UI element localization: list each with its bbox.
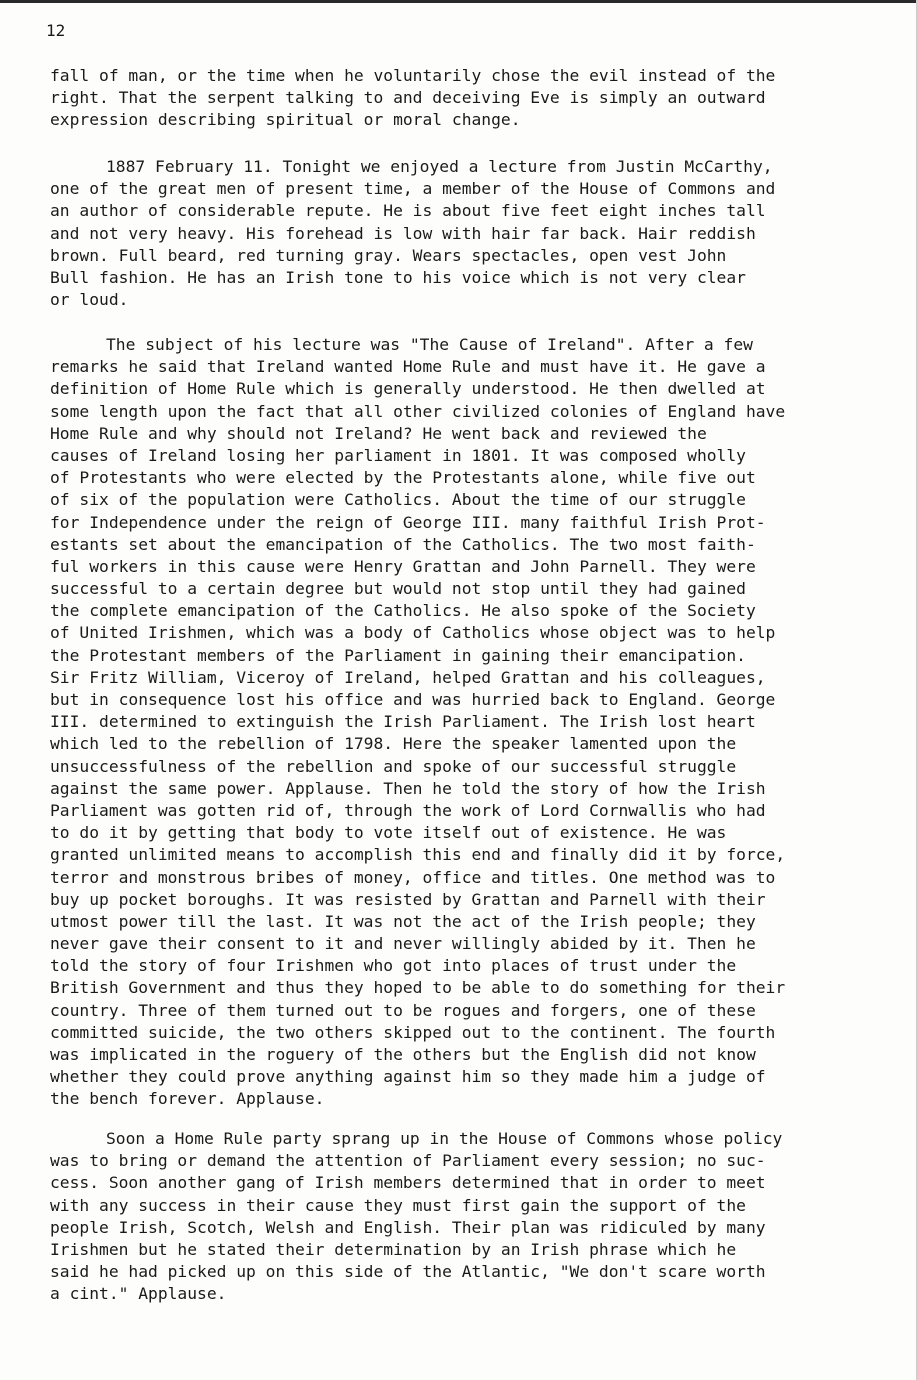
text-line: utmost power till the last. It was not the act of the Irish people; they: [50, 911, 756, 931]
text-line: with any success in their cause they must first gain the support of the: [50, 1195, 746, 1215]
paragraph-3: [50, 334, 890, 1111]
text-line: but in consequence lost his office and was hurried back to England. George: [50, 690, 776, 709]
text-line: Parliament was gotten rid of, through the work of Lord Cornwallis who had: [50, 800, 766, 820]
text-line: ful workers in this cause were Henry Grattan and John Parnell. They were: [50, 556, 756, 576]
text-line: 1887 February 11. Tonight we enjoyed a lecture from Justin McCarthy,: [106, 157, 773, 176]
paragraph-1: [50, 65, 890, 132]
text-line: to do it by getting that body to vote itself out of existence. He was: [50, 823, 727, 843]
text-line: remarks he said that Ireland wanted Home Rule and must have it. He gave a: [50, 357, 766, 377]
text-line: buy up pocket boroughs. It was resisted by Grattan and Parnell with their: [50, 889, 766, 909]
text-line: the Protestant members of the Parliament in gaining their emancipation.: [50, 645, 746, 665]
text-line: of six of the population were Catholics. About the time of our struggle: [50, 490, 746, 510]
text-line: whether they could prove anything against him so they made him a judge of: [50, 1067, 766, 1087]
text-line: told the story of four Irishmen who got into places of trust under the: [50, 956, 737, 976]
text-line: and not very heavy. His forehead is low with hair far back. Hair reddish: [50, 223, 756, 243]
text-line: was to bring or demand the attention of Parliament every session; no suc-: [50, 1151, 766, 1171]
text-line: granted unlimited means to accomplish this end and finally did it by force,: [50, 845, 786, 865]
text-line: Sir Fritz William, Viceroy of Ireland, helped Grattan and his colleagues,: [50, 667, 766, 687]
text-line: one of the great men of present time, a member of the House of Commons and: [50, 179, 776, 199]
text-line: Soon a Home Rule party sprang up in the House of Commons whose policy: [106, 1129, 783, 1148]
text-line: successful to a certain degree but would not stop until they had gained: [50, 579, 746, 599]
text-line: people Irish, Scotch, Welsh and English. Their plan was ridiculed by many: [50, 1217, 766, 1237]
text-line: the bench forever. Applause.: [50, 1089, 325, 1109]
paragraph-4: [50, 1128, 890, 1306]
text-line: estants set about the emancipation of the Catholics. The two most faith-: [50, 534, 756, 554]
text-line: was implicated in the roguery of the others but the English did not know: [50, 1045, 756, 1064]
text-line: or loud.: [50, 290, 129, 310]
text-line: of Protestants who were elected by the Protestants alone, while five out: [50, 468, 756, 488]
text-line: The subject of his lecture was "The Cause of Ireland". After a few: [106, 335, 753, 354]
text-line: the complete emancipation of the Catholics. He also spoke of the Society: [50, 601, 756, 621]
text-line: Bull fashion. He has an Irish tone to his voice which is not very clear: [50, 267, 746, 287]
text-line: some length upon the fact that all other civilized colonies of England have: [50, 401, 786, 421]
text-line: causes of Ireland losing her parliament in 1801. It was composed wholly: [50, 445, 746, 465]
text-line: expression describing spiritual or moral change.: [50, 110, 521, 130]
text-line: a cint." Applause.: [50, 1284, 227, 1304]
text-line: Home Rule and why should not Ireland? He went back and reviewed the: [50, 423, 707, 443]
text-line: fall of man, or the time when he voluntarily chose the evil instead of the: [50, 66, 776, 85]
text-line: which led to the rebellion of 1798. Here the speaker lamented upon the: [50, 734, 737, 754]
text-line: country. Three of them turned out to be rogues and forgers, one of these: [50, 1000, 756, 1020]
page-number: 12: [46, 21, 66, 40]
top-edge-rule: [0, 0, 918, 3]
text-line: brown. Full beard, red turning gray. Wears spectacles, open vest John: [50, 245, 727, 265]
text-line: terror and monstrous bribes of money, office and titles. One method was to: [50, 867, 776, 887]
text-line: against the same power. Applause. Then he told the story of how the Irish: [50, 778, 766, 798]
text-line: Irishmen but he stated their determination by an Irish phrase which he: [50, 1239, 737, 1259]
text-line: cess. Soon another gang of Irish members determined that in order to meet: [50, 1173, 766, 1193]
text-line: unsuccessfulness of the rebellion and spoke of our successful struggle: [50, 756, 737, 776]
text-line: of United Irishmen, which was a body of Catholics whose object was to help: [50, 623, 776, 643]
text-line: definition of Home Rule which is generally understood. He then dwelled at: [50, 379, 766, 399]
text-line: committed suicide, the two others skipped out to the continent. The fourth: [50, 1022, 776, 1042]
paragraph-2: [50, 156, 890, 311]
text-line: never gave their consent to it and never willingly abided by it. Then he: [50, 934, 756, 954]
text-line: for Independence under the reign of George III. many faithful Irish Prot-: [50, 512, 766, 532]
text-line: an author of considerable repute. He is about five feet eight inches tall: [50, 201, 766, 221]
text-line: British Government and thus they hoped to be able to do something for their: [50, 978, 786, 998]
text-line: said he had picked up on this side of the Atlantic, "We don't scare worth: [50, 1262, 766, 1282]
text-line: right. That the serpent talking to and deceiving Eve is simply an outward: [50, 88, 766, 108]
text-line: III. determined to extinguish the Irish Parliament. The Irish lost heart: [50, 712, 756, 732]
